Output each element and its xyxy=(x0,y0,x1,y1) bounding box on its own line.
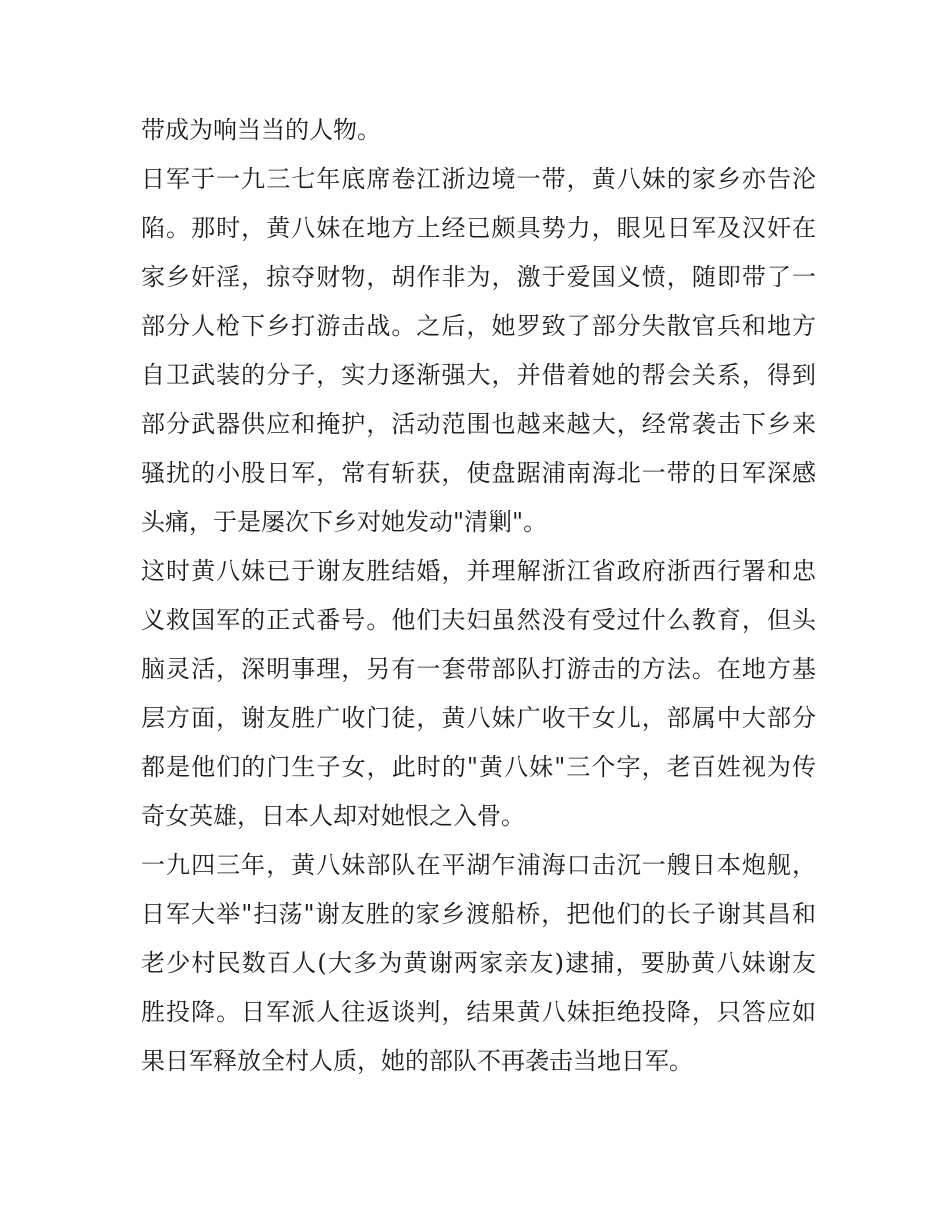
text-line: 奇女英雄，日本人却对她恨之入骨。 xyxy=(141,802,525,830)
text-line: 都是他们的门生子女，此时的"黄八妹"三个字，老百姓视为传 xyxy=(141,753,816,781)
text-line: 义救国军的正式番号。他们夫妇虽然没有受过什么教育，但头 xyxy=(141,606,816,634)
paragraph-2 xyxy=(141,155,816,547)
text-line: 部分武器供应和掩护，活动范围也越来越大，经常袭击下乡来 xyxy=(141,410,816,438)
text-line: 日军大举"扫荡"谢友胜的家乡渡船桥，把他们的长子谢其昌和 xyxy=(141,900,816,928)
text-line: 家乡奸淫，掠夺财物，胡作非为，激于爱国义愤，随即带了一 xyxy=(141,263,816,291)
text-line: 果日军释放全村人质，她的部队不再袭击当地日军。 xyxy=(141,1047,693,1075)
text-line: 老少村民数百人(大多为黄谢两家亲友)逮捕，要胁黄八妹谢友 xyxy=(141,949,816,977)
text-line: 脑灵活，深明事理，另有一套带部队打游击的方法。在地方基 xyxy=(141,655,816,683)
text-line: 头痛，于是屡次下乡对她发动"清剿"。 xyxy=(141,508,548,536)
text-line: 骚扰的小股日军，常有斩获，使盘踞浦南海北一带的日军深感 xyxy=(141,459,816,487)
document-body xyxy=(141,106,816,1086)
text-line: 这时黄八妹已于谢友胜结婚，并理解浙江省政府浙西行署和忠 xyxy=(141,557,816,585)
text-line: 层方面，谢友胜广收门徒，黄八妹广收干女儿，部属中大部分 xyxy=(141,704,816,732)
text-line: 一九四三年，黄八妹部队在平湖乍浦海口击沉一艘日本炮舰， xyxy=(141,851,816,879)
text-line: 胜投降。日军派人往返谈判，结果黄八妹拒绝投降，只答应如 xyxy=(141,998,816,1026)
text-line: 日军于一九三七年底席卷江浙边境一带，黄八妹的家乡亦告沦 xyxy=(141,165,816,193)
text-line: 自卫武装的分子，实力逐渐强大，并借着她的帮会关系，得到 xyxy=(141,361,816,389)
paragraph-1 xyxy=(141,106,816,155)
text-line: 带成为响当当的人物。 xyxy=(141,116,381,144)
text-line: 部分人枪下乡打游击战。之后，她罗致了部分失散官兵和地方 xyxy=(141,312,816,340)
paragraph-4 xyxy=(141,841,816,1086)
paragraph-3 xyxy=(141,547,816,841)
text-line: 陷。那时，黄八妹在地方上经已颇具势力，眼见日军及汉奸在 xyxy=(141,214,816,242)
